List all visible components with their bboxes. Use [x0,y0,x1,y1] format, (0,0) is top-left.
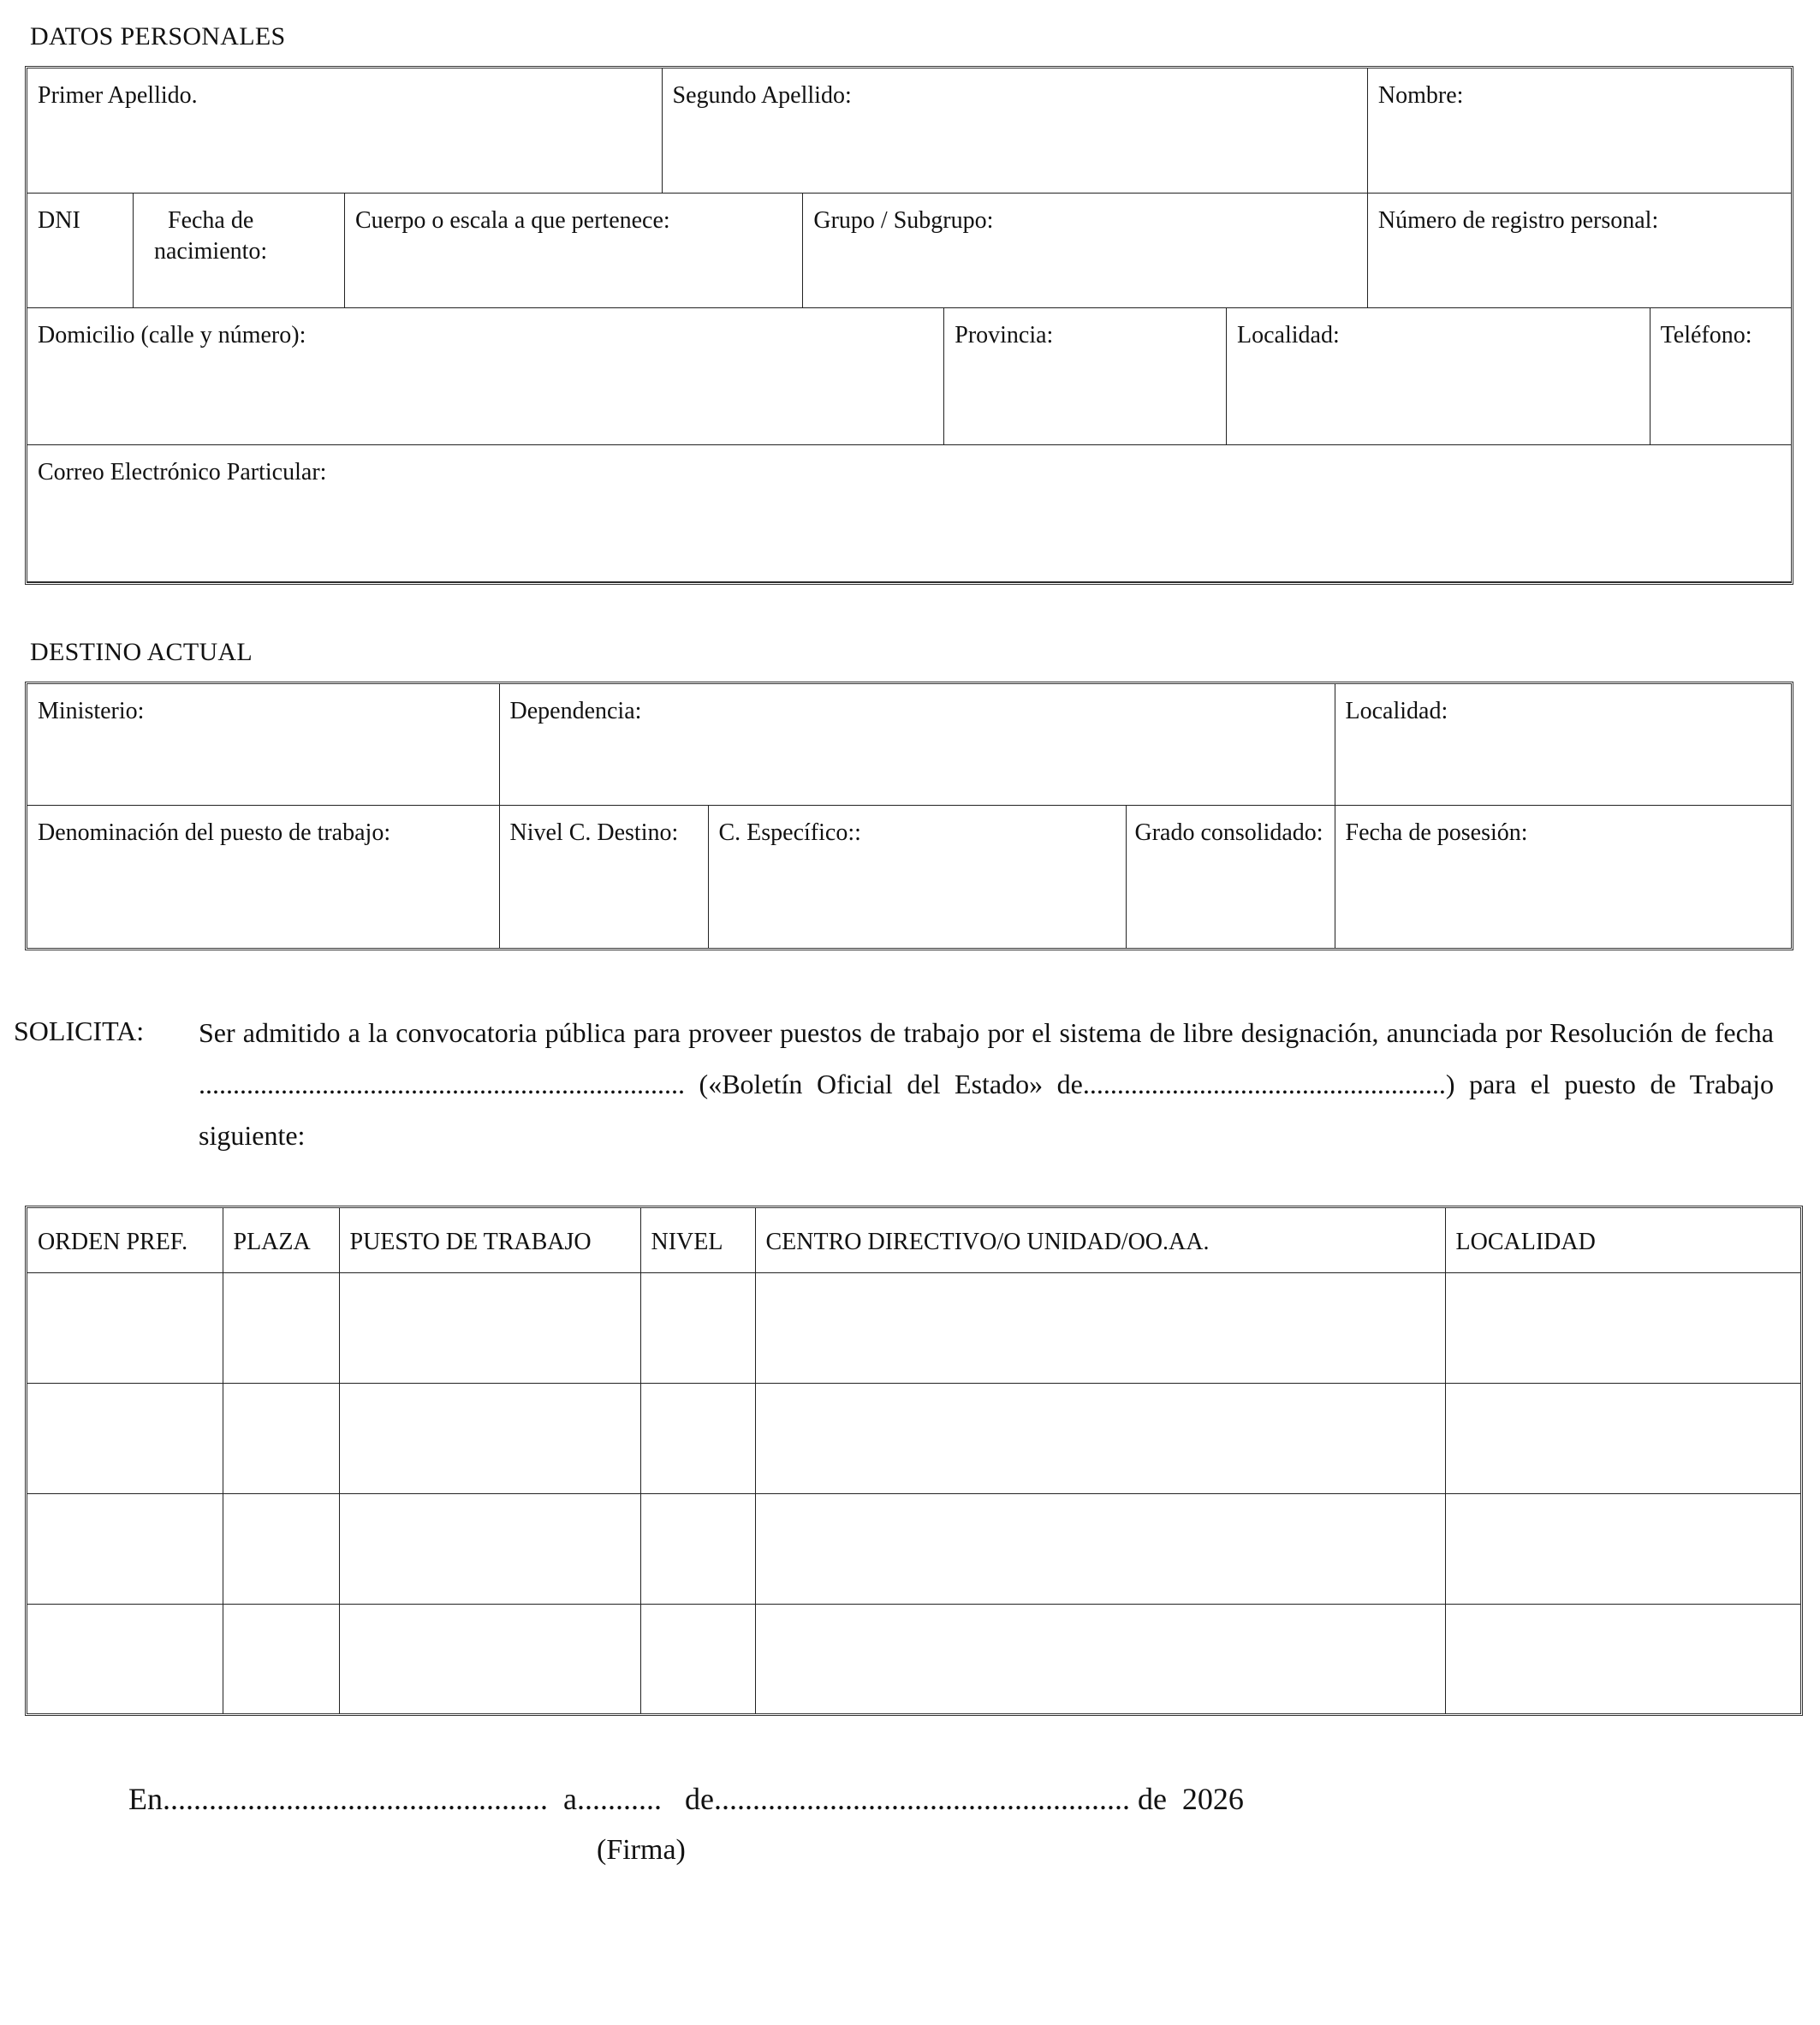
field-dni[interactable] [27,193,134,307]
field-provincia[interactable] [944,307,1227,444]
destino-actual-form [25,682,1793,950]
label-ministerio: Ministerio: [38,698,145,724]
table-cell[interactable] [339,1272,640,1383]
table-cell[interactable] [339,1493,640,1604]
field-c-especifico[interactable] [708,805,1126,948]
field-denominacion-puesto[interactable] [27,805,499,948]
col-header-localidad: LOCALIDAD [1445,1208,1800,1272]
table-cell[interactable] [640,1383,755,1493]
label-fecha-nacimiento: Fecha de nacimiento: [154,206,268,265]
table-cell[interactable] [339,1604,640,1713]
table-header-row [27,1208,1800,1272]
field-ministerio[interactable] [27,684,499,805]
col-header-orden-pref: ORDEN PREF. [27,1208,223,1272]
field-localidad[interactable] [1227,307,1650,444]
label-nombre: Nombre: [1377,82,1464,109]
table-cell[interactable] [1445,1383,1800,1493]
label-localidad: Localidad: [1237,321,1340,348]
label-nivel-c-destino: Nivel C. Destino: [509,819,679,846]
label-dni: DNI [38,206,80,234]
table-row [27,1272,1800,1383]
place-date-line[interactable]: En.................................................. a........... de...................................................... de 2026 [128,1782,1244,1816]
table-cell[interactable] [755,1272,1445,1383]
table-row [27,1604,1800,1713]
label-numero-registro: Número de registro personal: [1377,206,1659,234]
solicita-text: Ser admitido a la convocatoria pública para proveer puestos de trabajo por el sistema de libre designación, anunciada por Resolución de fecha ....................................................................... («Boletín Oficial del Estado» de.....................................................) para el puesto de Trabajo siguiente: [199,1017,1774,1151]
col-header-centro-directivo: CENTRO DIRECTIVO/O UNIDAD/OO.AA. [755,1208,1445,1272]
col-header-puesto-trabajo: PUESTO DE TRABAJO [339,1208,640,1272]
field-dependencia[interactable] [499,684,1335,805]
table-cell[interactable] [1445,1272,1800,1383]
field-segundo-apellido[interactable] [662,68,1367,193]
field-numero-registro[interactable] [1367,193,1791,307]
table-cell[interactable] [640,1604,755,1713]
col-header-nivel: NIVEL [640,1208,755,1272]
table-cell[interactable] [640,1493,755,1604]
col-header-plaza: PLAZA [223,1208,339,1272]
label-grado-consolidado: Grado consolidado: [1134,819,1323,846]
datos-personales-form [25,66,1793,585]
label-cuerpo-escala: Cuerpo o escala a que pertenece: [355,206,670,234]
label-fecha-posesion: Fecha de posesión: [1345,819,1528,846]
table-row [27,1493,1800,1604]
field-primer-apellido[interactable] [27,68,662,193]
label-domicilio: Domicilio (calle y número): [38,321,306,348]
label-localidad-destino: Localidad: [1345,698,1448,724]
table-cell[interactable] [1445,1493,1800,1604]
table-row [27,1383,1800,1493]
label-denominacion-puesto: Denominación del puesto de trabajo: [38,819,391,846]
field-localidad-destino[interactable] [1335,684,1791,805]
label-segundo-apellido: Segundo Apellido: [672,82,852,109]
table-cell[interactable] [1445,1604,1800,1713]
label-dependencia: Dependencia: [509,698,642,724]
field-fecha-nacimiento[interactable] [134,193,345,307]
field-nombre[interactable] [1367,68,1791,193]
table-cell[interactable] [640,1272,755,1383]
table-cell[interactable] [27,1604,223,1713]
table-cell[interactable] [755,1493,1445,1604]
label-primer-apellido: Primer Apellido. [38,82,198,109]
field-domicilio[interactable] [27,307,944,444]
field-nivel-c-destino[interactable] [499,805,708,948]
field-fecha-posesion[interactable] [1335,805,1791,948]
label-c-especifico: C. Específico:: [718,819,861,846]
table-cell[interactable] [27,1493,223,1604]
solicita-label: SOLICITA: [14,1015,145,1046]
table-cell[interactable] [223,1604,339,1713]
table-cell[interactable] [223,1272,339,1383]
table-cell[interactable] [27,1383,223,1493]
table-cell[interactable] [223,1493,339,1604]
field-correo-electronico[interactable] [27,444,1791,582]
section-title-destino-actual: DESTINO ACTUAL [30,638,253,666]
puestos-table [25,1206,1803,1716]
label-telefono: Teléfono: [1660,321,1752,348]
field-grado-consolidado[interactable] [1126,805,1335,948]
field-grupo-subgrupo[interactable] [803,193,1368,307]
label-correo-electronico: Correo Electrónico Particular: [38,458,327,485]
table-cell[interactable] [755,1604,1445,1713]
label-provincia: Provincia: [955,321,1054,348]
table-cell[interactable] [339,1383,640,1493]
label-grupo-subgrupo: Grupo / Subgrupo: [813,206,994,234]
table-cell[interactable] [223,1383,339,1493]
field-cuerpo-escala[interactable] [345,193,803,307]
signature-label: (Firma) [597,1834,686,1866]
table-cell[interactable] [755,1383,1445,1493]
table-cell[interactable] [27,1272,223,1383]
section-title-datos-personales: DATOS PERSONALES [30,22,286,51]
field-telefono[interactable] [1650,307,1791,444]
